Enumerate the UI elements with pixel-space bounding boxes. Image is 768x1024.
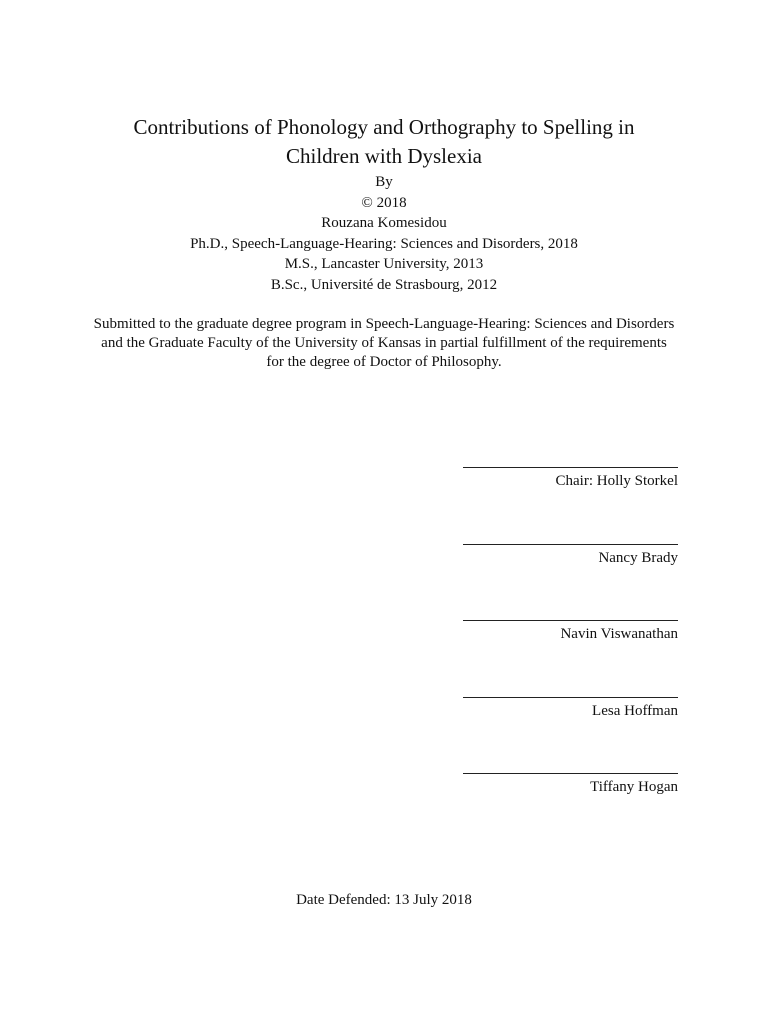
- thesis-title-line-2: Children with Dyslexia: [286, 144, 482, 168]
- committee-member-name: Navin Viswanathan: [560, 626, 678, 642]
- thesis-title: [84, 113, 684, 171]
- submission-line-2: and the Graduate Faculty of the University of Kansas in partial fulfillment of the requirements: [101, 335, 667, 351]
- by-label: By: [375, 174, 393, 190]
- copyright-notice: © 2018: [361, 194, 407, 211]
- signature-member-3: [463, 620, 678, 643]
- degree-phd: Ph.D., Speech-Language-Hearing: Sciences and Disorders, 2018: [190, 235, 578, 252]
- signature-member-5: [463, 773, 678, 796]
- submission-line-3: for the degree of Doctor of Philosophy.: [266, 354, 502, 370]
- submission-statement: [60, 315, 708, 372]
- signature-member-2: [463, 544, 678, 567]
- degree-ms: M.S., Lancaster University, 2013: [284, 256, 484, 272]
- signature-line: [463, 773, 678, 774]
- signature-line: [463, 467, 678, 468]
- committee-member-name: Tiffany Hogan: [590, 779, 678, 795]
- committee-member-name: Lesa Hoffman: [592, 703, 678, 719]
- date-defended: Date Defended: 13 July 2018: [296, 892, 472, 908]
- signature-line: [463, 620, 678, 621]
- committee-member-name: Nancy Brady: [598, 550, 678, 566]
- submission-line-1: Submitted to the graduate degree program in Speech-Language-Hearing: Sciences and Disorders: [93, 316, 675, 332]
- signature-line: [463, 697, 678, 698]
- signature-line: [463, 544, 678, 545]
- author-name: Rouzana Komesidou: [321, 215, 447, 231]
- author-block: [84, 172, 684, 295]
- signature-member-4: [463, 697, 678, 720]
- committee-member-name: Chair: Holly Storkel: [555, 473, 678, 489]
- degree-bsc: B.Sc., Université de Strasbourg, 2012: [270, 276, 498, 293]
- thesis-title-line-1: Contributions of Phonology and Orthography to Spelling in: [133, 115, 635, 139]
- signature-chair: [463, 467, 678, 490]
